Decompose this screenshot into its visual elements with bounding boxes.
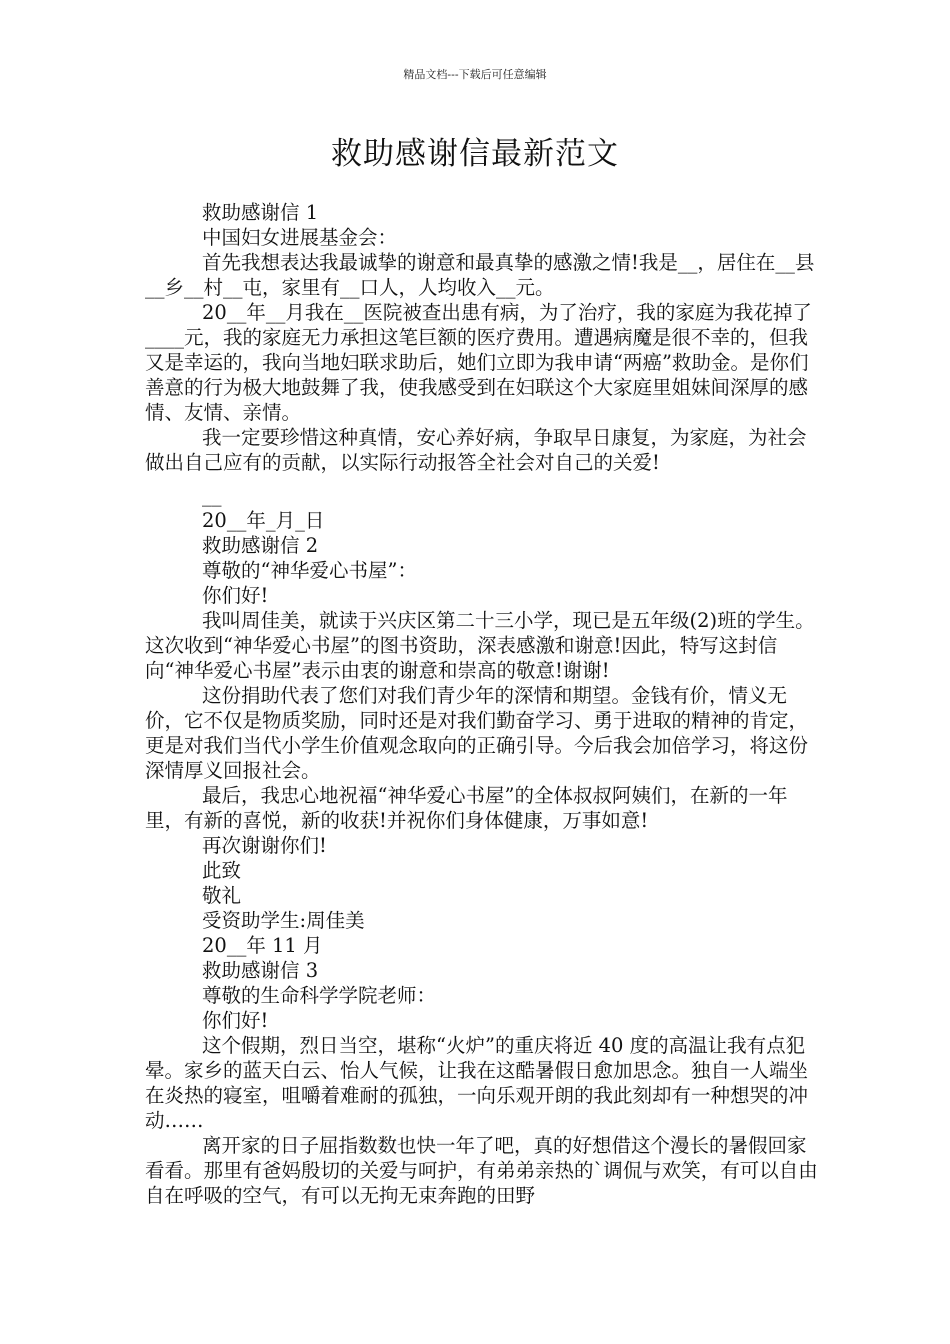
paragraph: 尊敬的“神华爱心书屋”： (202, 559, 417, 582)
paragraph: 这份捐助代表了您们对我们青少年的深情和期望。金钱有价，情义无价，它不仅是物质奖励，同时还是对我们勤奋学习、勇于进取的精神的肯定，更是对我们当代小学生价值观念取向的正确引导。今后我会加倍学习，将这份深情厚义回报社会。 (145, 684, 809, 782)
paragraph: 救助感谢信 3 (202, 959, 319, 982)
paragraph: 离开家的日子屈指数数也快一年了吧，真的好想借这个漫长的暑假回家看看。那里有爸妈殷切的关爱与呵护，有弟弟亲热的`调侃与欢笑，有可以自由自在呼吸的空气，有可以无拘无束奔跑的田野 (145, 1134, 818, 1207)
paragraph: 你们好! (202, 584, 269, 607)
paragraph: 20__年__月我在__医院被查出患有病，为了治疗，我的家庭为我花掉了____元，我的家庭无力承担这笔巨额的医疗费用。遭遇病魔是很不幸的，但我又是幸运的，我向当地妇联求助后，她们立即为我申请“两癌”救助金。是你们善意的行为极大地鼓舞了我，使我感受到在妇联这个大家庭里姐妹间深厚的感情、友情、亲情。 (145, 301, 812, 424)
document-body (145, 200, 825, 1208)
paragraph: 受资助学生:周佳美 (202, 909, 365, 932)
paragraph: 再次谢谢你们! (202, 834, 327, 857)
paragraph: 首先我想表达我最诚挚的谢意和最真挚的感激之情!我是__，居住在__县__乡__村__屯，家里有__口人，人均收入__元。 (145, 251, 815, 299)
paragraph: 中国妇女进展基金会： (202, 226, 398, 249)
paragraph: 我一定要珍惜这种真情，安心养好病，争取早日康复，为家庭，为社会做出自己应有的贡献，以实际行动报答全社会对自己的关爱! (145, 426, 807, 474)
paragraph: 20__年 11 月 (202, 934, 323, 957)
document-title: 救助感谢信最新范文 (331, 136, 619, 172)
paragraph: 救助感谢信 2 (202, 534, 319, 557)
paragraph: 你们好! (202, 1009, 269, 1032)
page-header: 精品文档---下载后可任意编辑 (403, 68, 547, 81)
paragraph: 这个假期，烈日当空，堪称“火炉”的重庆将近 40 度的高温让我有点犯晕。家乡的蓝天白云、怡人气候，让我在这酷暑假日愈加思念。独自一人端坐在炎热的寝室，咀嚼着难耐的孤独，一向乐观开朗的我此刻却有一种想哭的冲动…… (145, 1034, 809, 1132)
paragraph: 救助感谢信 1 (202, 201, 319, 224)
paragraph: 尊敬的生命科学学院老师： (202, 984, 437, 1007)
paragraph: 20__年_月_日 (202, 509, 325, 532)
paragraph: __ (202, 484, 222, 507)
paragraph: 敬礼 (202, 884, 242, 907)
paragraph: 此致 (202, 859, 242, 882)
paragraph: 最后，我忠心地祝福“神华爱心书屋”的全体叔叔阿姨们，在新的一年里，有新的喜悦，新的收获!并祝你们身体健康，万事如意! (145, 784, 788, 832)
paragraph: 我叫周佳美，就读于兴庆区第二十三小学，现已是五年级(2)班的学生。这次收到“神华爱心书屋”的图书资助，深表感激和谢意!因此，特写这封信向“神华爱心书屋”表示由衷的谢意和崇高的敬意!谢谢! (145, 609, 815, 682)
